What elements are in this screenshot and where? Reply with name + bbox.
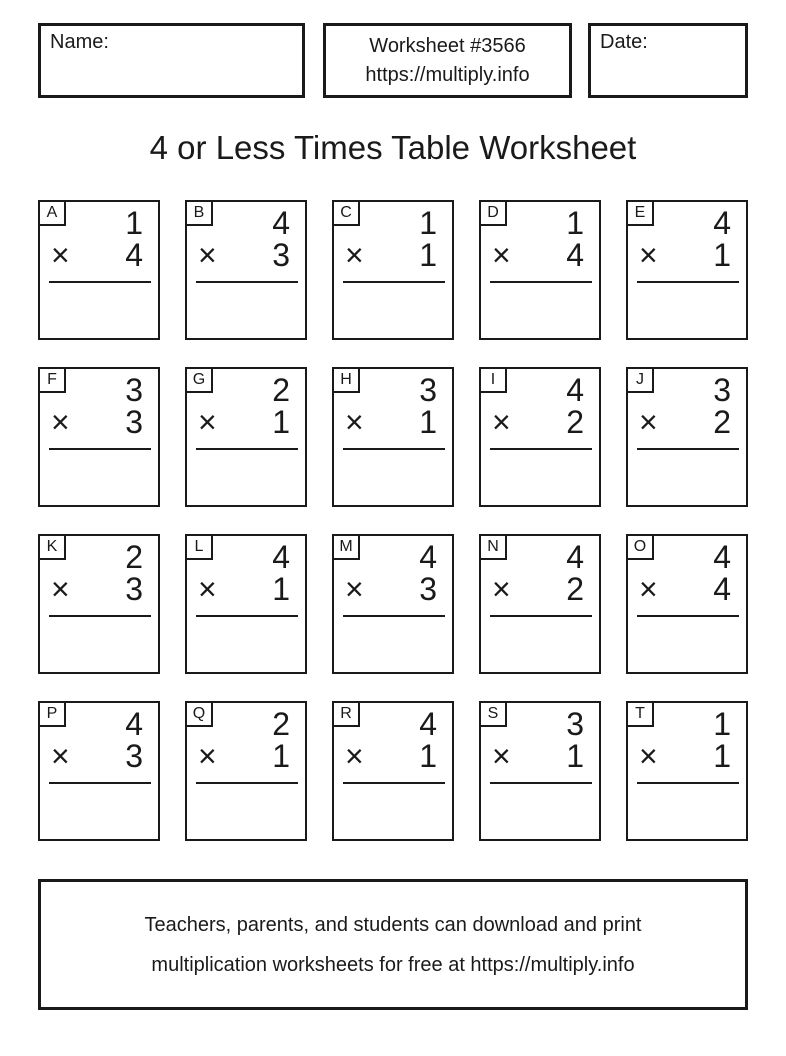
problem-cell-R <box>332 701 454 841</box>
multiplier: 3 <box>125 738 143 774</box>
problem-letter: C <box>340 204 352 221</box>
multiply-icon: × <box>345 404 364 440</box>
answer-space[interactable] <box>336 451 450 503</box>
multiplier: 2 <box>566 571 584 607</box>
multiply-icon: × <box>639 237 658 273</box>
multiply-icon: × <box>51 571 70 607</box>
problem-letter: L <box>194 538 204 555</box>
problem-letter: F <box>47 371 57 388</box>
answer-line <box>490 615 592 617</box>
answer-space[interactable] <box>483 618 597 670</box>
multiply-icon: × <box>492 404 511 440</box>
problem-letter-badge <box>628 369 654 393</box>
problem-letter: E <box>634 204 646 221</box>
page-title: 4 or Less Times Table Worksheet <box>149 129 637 166</box>
answer-space[interactable] <box>42 785 156 837</box>
multiply-icon: × <box>639 571 658 607</box>
problem-letter: K <box>46 538 58 555</box>
answer-line <box>343 782 445 784</box>
multiplicand: 4 <box>419 706 437 742</box>
problem-letter: P <box>46 705 58 722</box>
problem-cell-S <box>479 701 601 841</box>
date-box[interactable] <box>588 23 748 98</box>
problem-letter-badge <box>187 703 213 727</box>
answer-line <box>49 448 151 450</box>
problem-letter: G <box>192 371 206 388</box>
multiply-icon: × <box>492 237 511 273</box>
multiply-icon: × <box>198 237 217 273</box>
problem-letter-badge <box>40 369 66 393</box>
answer-space[interactable] <box>483 785 597 837</box>
multiplicand: 4 <box>272 205 290 241</box>
answer-space[interactable] <box>483 284 597 336</box>
problem-letter-badge <box>481 703 507 727</box>
answer-space[interactable] <box>42 618 156 670</box>
multiplier: 4 <box>125 237 143 273</box>
multiplicand: 4 <box>272 539 290 575</box>
multiplicand: 2 <box>272 706 290 742</box>
problem-letter-badge <box>628 536 654 560</box>
multiplicand: 3 <box>713 372 731 408</box>
problem-letter-badge <box>334 536 360 560</box>
answer-line <box>49 615 151 617</box>
problem-letter-badge <box>628 703 654 727</box>
problem-cell-C <box>332 200 454 340</box>
multiplier: 1 <box>272 738 290 774</box>
problem-letter-badge <box>481 202 507 226</box>
multiply-icon: × <box>345 571 364 607</box>
answer-space[interactable] <box>336 785 450 837</box>
problem-cell-K <box>38 534 160 674</box>
multiplicand: 1 <box>125 205 143 241</box>
multiply-icon: × <box>639 404 658 440</box>
problem-letter: O <box>633 538 647 555</box>
problem-letter-badge <box>334 369 360 393</box>
problem-cell-A <box>38 200 160 340</box>
multiplicand: 3 <box>566 706 584 742</box>
answer-space[interactable] <box>630 451 744 503</box>
answer-space[interactable] <box>189 284 303 336</box>
problem-cell-B <box>185 200 307 340</box>
problem-cell-O <box>626 534 748 674</box>
multiplier: 2 <box>713 404 731 440</box>
multiplicand: 1 <box>713 706 731 742</box>
multiplier: 1 <box>566 738 584 774</box>
problem-cell-N <box>479 534 601 674</box>
problem-cell-G <box>185 367 307 507</box>
multiplicand: 1 <box>419 205 437 241</box>
multiplicand: 4 <box>125 706 143 742</box>
name-label: Name: <box>50 31 109 53</box>
multiplier: 3 <box>125 571 143 607</box>
problem-letter: H <box>340 371 352 388</box>
multiply-icon: × <box>639 738 658 774</box>
multiplier: 1 <box>419 738 437 774</box>
multiplier: 1 <box>272 571 290 607</box>
problem-letter: R <box>340 705 352 722</box>
multiplier: 3 <box>125 404 143 440</box>
problem-cell-D <box>479 200 601 340</box>
multiplicand: 3 <box>419 372 437 408</box>
problem-letter-badge <box>187 369 213 393</box>
problem-letter-badge <box>187 202 213 226</box>
problem-cell-H <box>332 367 454 507</box>
problem-letter: Q <box>192 705 206 722</box>
footer-line1: Teachers, parents, and students can download and print <box>144 913 642 936</box>
problem-cell-M <box>332 534 454 674</box>
multiplicand: 4 <box>419 539 437 575</box>
answer-space[interactable] <box>336 618 450 670</box>
problem-cell-Q <box>185 701 307 841</box>
multiplicand: 4 <box>566 539 584 575</box>
answer-space[interactable] <box>630 284 744 336</box>
multiply-icon: × <box>345 738 364 774</box>
answer-line <box>196 615 298 617</box>
problem-cell-L <box>185 534 307 674</box>
problem-letter: D <box>487 204 499 221</box>
answer-space[interactable] <box>483 451 597 503</box>
multiply-icon: × <box>492 571 511 607</box>
multiplier: 3 <box>272 237 290 273</box>
problem-cell-F <box>38 367 160 507</box>
multiplicand: 4 <box>566 372 584 408</box>
answer-space[interactable] <box>42 451 156 503</box>
multiplier: 1 <box>419 404 437 440</box>
multiplicand: 4 <box>713 205 731 241</box>
problem-cell-I <box>479 367 601 507</box>
multiplier: 1 <box>713 237 731 273</box>
answer-line <box>196 448 298 450</box>
multiplier: 1 <box>419 237 437 273</box>
answer-line <box>490 448 592 450</box>
multiplier: 1 <box>272 404 290 440</box>
answer-space[interactable] <box>189 785 303 837</box>
answer-line <box>343 448 445 450</box>
problem-cell-E <box>626 200 748 340</box>
problem-letter-badge <box>40 202 66 226</box>
answer-space[interactable] <box>336 284 450 336</box>
multiplicand: 3 <box>125 372 143 408</box>
answer-space[interactable] <box>189 618 303 670</box>
answer-line <box>343 281 445 283</box>
answer-line <box>490 281 592 283</box>
answer-space[interactable] <box>189 451 303 503</box>
problem-letter-badge <box>334 202 360 226</box>
multiplier: 1 <box>713 738 731 774</box>
multiply-icon: × <box>492 738 511 774</box>
answer-space[interactable] <box>42 284 156 336</box>
multiply-icon: × <box>51 738 70 774</box>
multiply-icon: × <box>198 738 217 774</box>
problem-letter: N <box>487 538 499 555</box>
answer-line <box>196 782 298 784</box>
problem-letter-badge <box>481 369 507 393</box>
worksheet-info-box <box>323 23 572 98</box>
answer-space[interactable] <box>630 785 744 837</box>
multiplicand: 2 <box>125 539 143 575</box>
problem-letter: A <box>46 204 58 221</box>
multiplier: 2 <box>566 404 584 440</box>
answer-line <box>637 281 739 283</box>
answer-line <box>637 448 739 450</box>
problem-cell-J <box>626 367 748 507</box>
problem-letter: S <box>487 705 499 722</box>
problem-cell-P <box>38 701 160 841</box>
problem-letter-badge <box>628 202 654 226</box>
answer-line <box>49 281 151 283</box>
multiply-icon: × <box>198 571 217 607</box>
problem-cell-T <box>626 701 748 841</box>
name-box[interactable] <box>38 23 305 98</box>
multiply-icon: × <box>198 404 217 440</box>
problem-letter: J <box>636 371 644 388</box>
date-label: Date: <box>600 31 648 53</box>
problem-letter: M <box>339 538 353 555</box>
problem-letter-badge <box>40 536 66 560</box>
problem-letter-badge <box>481 536 507 560</box>
worksheet-number: Worksheet #3566 <box>369 34 526 57</box>
multiplier: 4 <box>566 237 584 273</box>
problem-letter-badge <box>40 703 66 727</box>
answer-line <box>637 615 739 617</box>
multiplier: 4 <box>713 571 731 607</box>
footer-line2: multiplication worksheets for free at https://multiply.info <box>151 953 635 976</box>
answer-line <box>49 782 151 784</box>
answer-line <box>343 615 445 617</box>
problem-letter: T <box>635 705 645 722</box>
multiply-icon: × <box>345 237 364 273</box>
problems-grid <box>38 200 748 841</box>
problem-letter-badge <box>334 703 360 727</box>
problem-letter: B <box>193 204 205 221</box>
multiplicand: 2 <box>272 372 290 408</box>
answer-line <box>490 782 592 784</box>
worksheet-url: https://multiply.info <box>365 63 530 86</box>
multiply-icon: × <box>51 237 70 273</box>
answer-line <box>196 281 298 283</box>
answer-space[interactable] <box>630 618 744 670</box>
footer-box <box>38 879 748 1010</box>
problem-letter-badge <box>187 536 213 560</box>
problem-letter: I <box>490 371 496 388</box>
answer-line <box>637 782 739 784</box>
multiplicand: 1 <box>566 205 584 241</box>
multiply-icon: × <box>51 404 70 440</box>
multiplicand: 4 <box>713 539 731 575</box>
multiplier: 3 <box>419 571 437 607</box>
